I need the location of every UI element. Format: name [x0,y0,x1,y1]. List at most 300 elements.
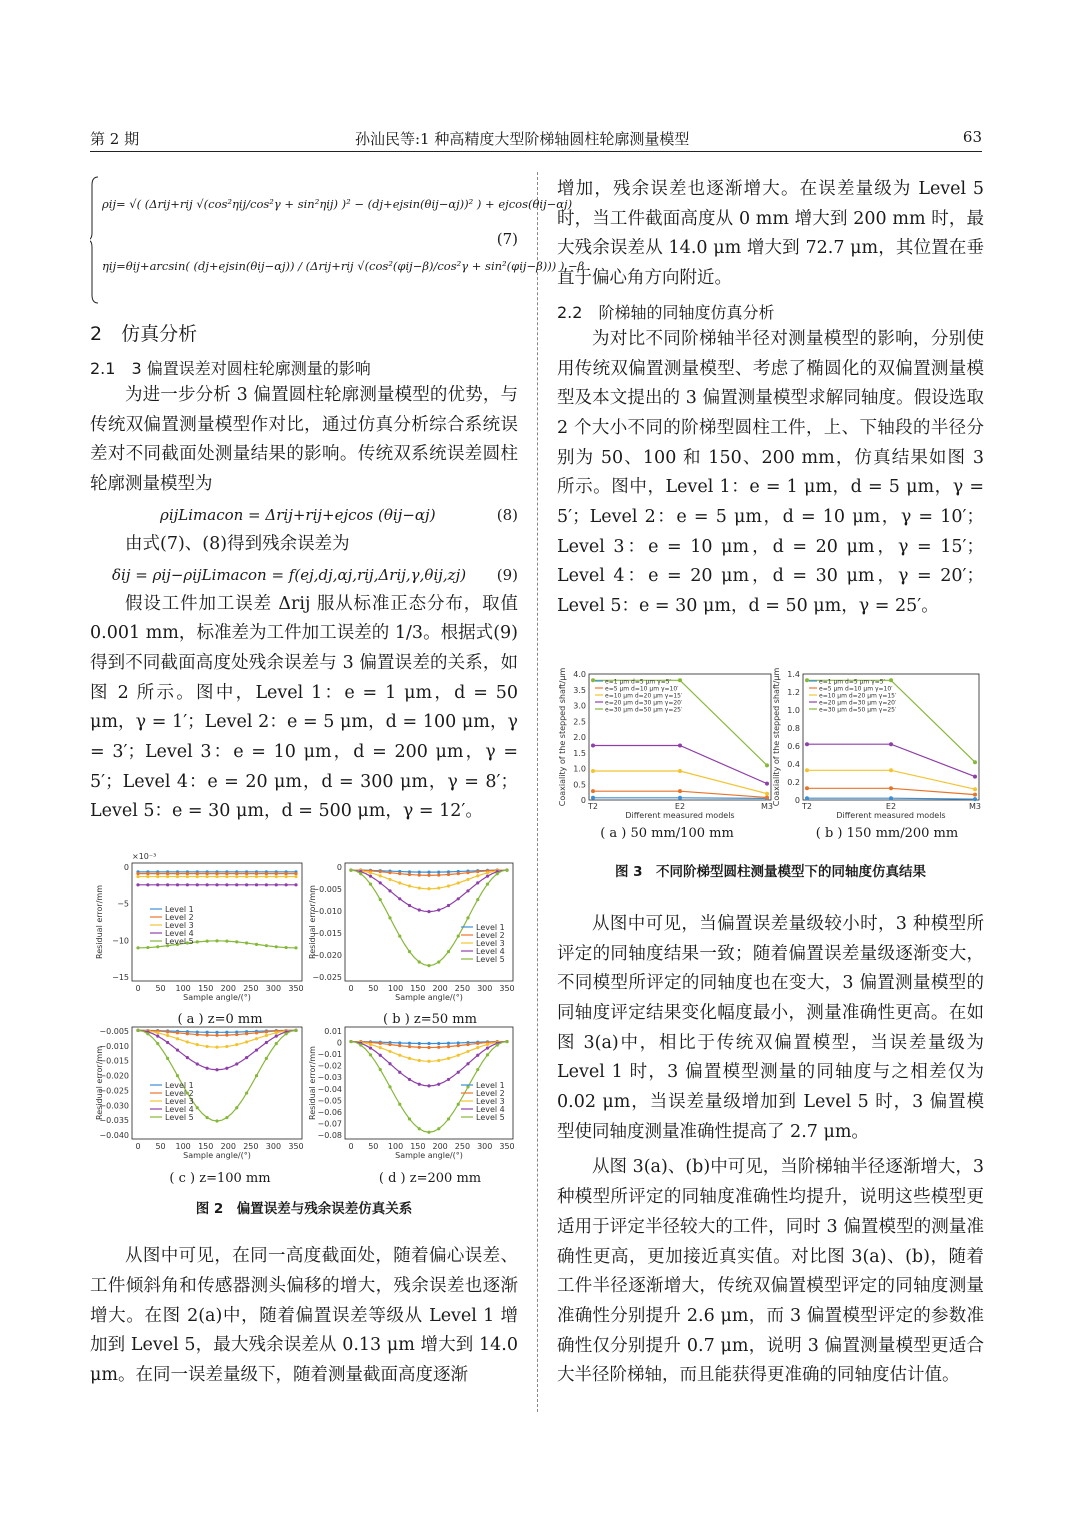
section-2-heading: 2 仿真分析 [90,323,198,345]
fig2-series-marker [156,875,159,878]
fig2-series-marker [176,872,179,875]
fig2-series-marker [186,1032,189,1035]
fig2-ytick-label: −0.01 [317,1050,342,1060]
fig2-series-marker [186,872,189,875]
fig2-series-marker [285,1032,288,1035]
fig2-xtick-label: 300 [477,984,493,994]
fig3-caption-a: ( a ) 50 mm/100 mm [600,825,734,841]
fig2-xtick-label: 250 [454,984,471,994]
fig2-series-marker [265,1034,268,1037]
fig2-series-marker [457,872,460,875]
fig3-legend-label: e=30 μm d=50 μm γ=25′ [819,706,897,714]
fig3-xtick-label: T2 [588,801,598,811]
fig2-series-marker [427,1042,430,1045]
fig3-series-marker [765,781,769,785]
fig2-series-marker [225,940,228,943]
figure-3-caption: 图 3 不同阶梯型圆柱测量模型下的同轴度仿真结果 [614,863,927,880]
fig2-series-marker [136,875,139,878]
fig2-legend-label: Level 5 [165,1113,194,1123]
fig3-legend-label: e=10 μm d=20 μm γ=15′ [605,692,683,700]
fig2-ytick-label: 0 [336,1038,342,1048]
fig2-series-marker [505,1040,508,1043]
fig2-series-marker [245,875,248,878]
fig2-series-marker [437,1046,440,1049]
fig2-series-marker [369,875,372,878]
fig2-series-marker [388,1062,391,1065]
fig3-series-marker [678,789,682,793]
fig2-series-marker [408,1078,411,1081]
fig2-series-marker [265,883,268,886]
fig2-xtick-label: 250 [454,1142,471,1152]
fig2-series-marker [486,871,489,874]
fig2-series-marker [245,1040,248,1043]
fig2-ytick-label: 0 [336,863,342,873]
fig2-series-marker [369,1043,372,1046]
fig2-series-marker [136,946,139,949]
fig2-series-marker [235,1106,238,1109]
fig2-series-marker [418,961,421,964]
fig2-series-marker [235,872,238,875]
fig3-series-marker [765,763,769,767]
fig2-series-marker [146,946,149,949]
fig2-series-marker [294,883,297,886]
fig3-series-marker [889,768,893,772]
fig3-series-marker [889,742,893,746]
fig2-xtick-label: 0 [135,1142,141,1152]
fig2-series-marker [447,873,450,876]
fig2-series-marker [245,872,248,875]
fig2-series-marker [476,1046,479,1049]
fig2-series-marker [225,1116,228,1119]
fig2-ytick-label: −0.08 [317,1131,342,1141]
fig2-series-marker [398,872,401,875]
fig2-series-marker [235,1063,238,1066]
fig2-series-marker [166,1057,169,1060]
fig2-series-marker [206,940,209,943]
fig3-ytick-label: 2.5 [573,717,586,727]
fig2-series-marker [457,1044,460,1047]
fig2-series-marker [349,869,352,872]
fig2-legend-label: Level 3 [165,921,194,931]
fig3-series-marker [678,769,682,773]
fig2-xtick-label: 150 [198,984,214,994]
fig2-legend-label: Level 5 [476,1113,505,1123]
fig3-legend-label: e=10 μm d=20 μm γ=15′ [819,692,897,700]
fig2-caption-c: ( c ) z=100 mm [169,1171,271,1187]
fig2-series-marker [418,887,421,890]
fig2-series-marker [486,1053,489,1056]
fig2-xtick-label: 150 [198,1142,214,1152]
fig2-series-marker [225,1034,228,1037]
fig2-series-marker [388,1085,391,1088]
fig2-series-marker [186,883,189,886]
fig2-xtick-label: 350 [499,1142,515,1152]
fig3-legend-label: e=30 μm d=50 μm γ=25′ [605,706,683,714]
fig2-series-marker [466,1043,469,1046]
fig2-series-marker [156,945,159,948]
fig2-series-marker [408,950,411,953]
fig2-series-marker [294,872,297,875]
fig3-xtick-label: M3 [969,801,981,811]
fig2-series-marker [265,1057,268,1060]
fig2-series-marker [427,1084,430,1087]
fig2-xtick-label: 0 [135,984,141,994]
fig2-ytick-label: −0.040 [99,1131,129,1141]
fig2-series-marker [275,875,278,878]
fig2-legend-label: Level 3 [476,1097,505,1107]
fig2-series-marker [136,1029,139,1032]
fig2-series-marker [225,872,228,875]
fig3-series-marker [889,796,893,800]
fig3-series-marker [805,786,809,790]
fig2-series-marker [285,875,288,878]
fig2-series-marker [379,870,382,873]
fig2-series-marker [457,882,460,885]
fig2-xtick-label: 50 [368,984,379,994]
fig2-series-marker [166,1041,169,1044]
fig2-ytick-label: −10 [112,936,129,946]
fig3-legend-label: e=20 μm d=30 μm γ=20′ [605,699,683,707]
fig2-series-marker [176,1031,179,1034]
paragraph-1: 为进一步分析 3 偏置圆柱轮廓测量模型的优势，与传统双偏置测量模型作对比，通过仿真分析综合系统误差对不同截面处测量结果的影响。传统双系统误差圆柱轮廓测量模型为 [90,385,518,495]
fig3-ytick-label: 1.2 [787,687,800,697]
fig2-series-marker [418,909,421,912]
fig2-legend-label: Level 2 [165,1089,194,1099]
fig2-xtick-label: 0 [348,1142,354,1152]
fig2-series-marker [486,875,489,878]
fig3-ytick-label: 1.0 [787,705,800,715]
fig2-series-marker [437,1059,440,1062]
fig2-legend-label: Level 5 [476,955,505,965]
fig2-xtick-label: 350 [288,1142,304,1152]
fig2-series-marker [379,881,382,884]
fig2-legend-label: Level 1 [165,1081,194,1091]
fig2-series-marker [379,1054,382,1057]
fig2-xtick-label: 100 [387,984,404,994]
fig2-series-marker [427,1046,430,1049]
fig2-legend-label: Level 1 [476,1081,505,1091]
fig2-series-marker [466,889,469,892]
fig2-ylabel: Residual error/mm [95,1046,104,1121]
fig2-series-marker [408,1042,411,1045]
fig2-series-marker [196,883,199,886]
fig2-legend-label: Level 2 [476,1089,505,1099]
fig2-series-marker [196,1033,199,1036]
fig2-series-marker [437,909,440,912]
fig2-series-marker [235,1043,238,1046]
fig2-series-marker [275,883,278,886]
fig2-series-marker [255,883,258,886]
fig2-legend-label: Level 3 [476,939,505,949]
fig3-series-marker [591,789,595,793]
fig2-series-marker [466,1050,469,1053]
fig2-ytick-label: −0.025 [99,1086,129,1096]
fig2-series-marker [418,1059,421,1062]
equation-8: ρijLimacon = Δrij+rij+ejcos (θij−αj) (8) [160,505,518,524]
fig2-series-marker [447,1078,450,1081]
fig2-ytick-label: −0.010 [99,1041,129,1051]
fig3-xtick-label: E2 [674,801,686,811]
fig3-legend-label: e=5 μm d=10 μm γ=10′ [605,685,679,693]
fig2-series-marker [285,883,288,886]
fig2-series-marker [427,910,430,913]
fig2-series-marker [427,887,430,890]
fig2-xtick-label: 200 [220,984,236,994]
fig2-series-marker [206,1031,209,1034]
fig2-xtick-label: 100 [387,1142,404,1152]
paragraph-3: 假设工件加工误差 Δrij 服从标准正态分布，取值 0.001 mm，标准差为工件加工误差的 1/3。根据式(9)得到不同截面高度处残余误差与 3 偏置误差的关系，如图 2 所示。图中，Level 1：e = 1 μm，d = 50 μm，γ = 1′；Level 2：e = 5 μm，d = 100 μm，γ = 3′；Level 3：e = 10 μm，d = 200 μm，γ = 5′；Level 4：e = 20 μm，d = 300 μm，γ = 8′；Level 5：e = 30 μm，d = 500 μm，γ = 12′。 [90,593,518,822]
running-header [90,122,982,152]
fig3-legend-label: e=1 μm d=5 μm γ=5′ [819,678,885,686]
fig2-series-marker [206,872,209,875]
fig2-series-marker [215,875,218,878]
fig3-legend-label: e=20 μm d=30 μm γ=20′ [819,699,897,707]
fig3-series-marker [591,796,595,800]
fig2-series-marker [418,1042,421,1045]
fig2-legend-label: Level 2 [165,913,194,923]
fig2-series-marker [285,872,288,875]
fig2-series-marker [156,883,159,886]
fig2-series-marker [408,904,411,907]
fig2-xtick-label: 150 [410,984,426,994]
fig2-legend-label: Level 3 [165,1097,194,1107]
fig3-ytick-label: 3.0 [573,701,586,711]
fig2-series-marker [275,945,278,948]
fig2-series-marker [427,964,430,967]
fig2-series-marker [457,1103,460,1106]
fig2-series-marker [457,935,460,938]
fig2-series-marker [166,872,169,875]
fig2-series-marker [486,1047,489,1050]
fig2-series-marker [369,1047,372,1050]
fig2-ytick-label: −0.03 [317,1073,342,1083]
fig2-ytick-label: −0.07 [317,1119,342,1129]
fig2-ytick-label: 0.01 [324,1027,342,1037]
fig3-ytick-label: 0 [580,795,586,805]
fig2-series-marker [408,1045,411,1048]
fig2-series-marker [166,1034,169,1037]
fig2-series-marker [176,1037,179,1040]
fig2-series-marker [369,871,372,874]
fig3-ylabel: Coaxiality of the stepped shaft/μm [558,667,567,807]
fig3-caption-b: ( b ) 150 mm/200 mm [815,825,959,841]
fig2-xtick-label: 100 [175,984,191,994]
fig2-series-marker [437,874,440,877]
fig3-series-marker [591,678,595,682]
fig2-ytick-label: −0.04 [317,1084,342,1094]
fig2-series-marker [156,1035,159,1038]
fig2-series-marker [255,1049,258,1052]
fig2-series-marker [265,872,268,875]
fig2-series-marker [369,1053,372,1056]
running-title: 孙汕民等:1 种高精度大型阶梯轴圆柱轮廓测量模型 [355,130,690,148]
fig2-ytick-label: −0.015 [99,1056,129,1066]
fig2-ytick-label: −0.020 [99,1071,129,1081]
fig2-series-marker [427,874,430,877]
equation-9: δij = ρij−ρijLimacon = f(ej,dj,αj,rij,Δrij,γ,θij,zj) (9) [112,565,518,584]
fig2-series-marker [349,1040,352,1043]
fig3-series-marker [973,797,977,801]
fig2-series-marker [136,872,139,875]
figure-3 [557,660,984,910]
fig2-series-marker [505,869,508,872]
fig2-legend-label: Level 4 [476,1105,505,1115]
fig3-ytick-label: 1.5 [573,748,586,758]
section-2-1-heading: 2.1 3 偏置误差对圆柱轮廓测量的影响 [90,359,371,378]
fig2-series-marker [255,943,258,946]
fig2-legend-label: Level 4 [476,947,505,957]
fig2-series-marker [206,1067,209,1070]
fig2-series-marker [275,872,278,875]
fig2-legend-label: Level 4 [165,1105,194,1115]
fig2-series-marker [235,875,238,878]
fig2-series-marker [398,897,401,900]
fig2-series-marker [437,1042,440,1045]
fig2-series-marker [196,1106,199,1109]
fig2-series-marker [398,1054,401,1057]
fig2-legend-label: Level 1 [165,905,194,915]
fig2-ylabel: Residual error/mm [308,885,317,960]
fig2-ytick-label: −0.02 [317,1061,342,1071]
fig2-series-marker [447,1117,450,1120]
figure-3-plots [557,660,984,840]
fig2-ytick-label: −0.030 [99,1101,129,1111]
fig2-series-marker [206,875,209,878]
fig2-series-marker [398,1071,401,1074]
fig2-series-marker [476,881,479,884]
fig2-xtick-label: 50 [155,984,166,994]
fig2-xtick-label: 200 [432,1142,448,1152]
fig2-xtick-label: 300 [265,1142,282,1152]
fig2-series-marker [466,871,469,874]
fig2-series-marker [466,916,469,919]
fig2-series-marker [255,872,258,875]
fig2-series-marker [285,946,288,949]
fig2-series-marker [379,898,382,901]
fig2-xtick-label: 50 [368,1142,379,1152]
fig2-series-marker [215,1031,218,1034]
fig2-series-marker [359,872,362,875]
fig2-series-marker [476,1068,479,1071]
fig2-series-marker [418,874,421,877]
fig2-series-marker [235,940,238,943]
fig3-series-marker [678,743,682,747]
fig2-series-marker [245,1056,248,1059]
fig2-ytick-label: −0.020 [312,951,342,961]
paragraph-8: 从图 3(a)、(b)中可见，当阶梯轴半径逐渐增大，3 种模型所评定的同轴度准确性均提升，说明这些模型更适用于评定半径较大的工件，同时 3 偏置模型的测量准确性更高，更加接近真实值。对比图 3(a)、(b)，随着工件半径逐渐增大，传统双偏置模型评定的同轴度测量准确性分别提升 2.6 μm，而 3 偏置模型评定的参数准确性仅分别提升 0.7 μm，说明 3 偏置测量模型更适合大半径阶梯轴，而且能获得更准确的同轴度估计值。 [557,1157,984,1386]
equation-7-brace [90,175,585,305]
fig2-legend-label: Level 4 [165,929,194,939]
fig3-series-marker [973,787,977,791]
fig2-series-marker [255,1074,258,1077]
fig3-series-marker [973,760,977,764]
fig2-series-marker [186,1056,189,1059]
fig2-series-marker [265,1041,268,1044]
fig2-ytick-label: −0.025 [312,973,342,983]
fig2-series-marker [275,1042,278,1045]
fig2-series-marker [379,1068,382,1071]
fig2-series-marker [476,1054,479,1057]
fig2-caption-b: ( b ) z=50 mm [383,1012,477,1028]
fig2-series-marker [496,872,499,875]
fig2-xtick-label: 300 [477,1142,493,1152]
fig2-series-marker [398,935,401,938]
fig3-ytick-label: 1.4 [787,669,800,679]
fig2-xlabel: Sample angle/(°) [395,993,463,1003]
fig2-series-marker [388,889,391,892]
fig2-xtick-label: 100 [175,1142,191,1152]
fig2-series-marker [437,871,440,874]
fig2-xtick-label: 150 [410,1142,426,1152]
fig2-ytick-label: −0.005 [99,1027,129,1037]
fig2-series-marker [457,1041,460,1044]
fig2-series-marker [176,1049,179,1052]
fig2-xtick-label: 250 [243,984,259,994]
fig3-xlabel: Different measured models [836,810,946,820]
fig2-series-marker [176,1074,179,1077]
fig2-series-marker [457,1071,460,1074]
fig3-series-marker [805,742,809,746]
fig2-series-marker [255,1031,258,1034]
fig2-xtick-label: 200 [432,984,448,994]
figure-2 [90,849,518,1244]
fig2-series-marker [457,897,460,900]
fig2-series-marker [398,1103,401,1106]
fig2-series-marker [418,1083,421,1086]
fig2-series-marker [447,885,450,888]
fig2-xtick-label: 350 [288,984,304,994]
fig2-series-marker [408,1057,411,1060]
right-column [557,175,984,1391]
fig3-series-marker [678,796,682,800]
fig3-series-marker [591,769,595,773]
fig2-series-marker [235,883,238,886]
fig2-series-marker [447,1045,450,1048]
fig2-series-marker [466,878,469,881]
fig3-ytick-label: 2.0 [573,732,586,742]
fig2-series-marker [388,1050,391,1053]
equation-7-eta: ηij=θij+arcsin( (dj+ejsin(θij−αj)) / (Δrij+rij √(cos²(φij−β)/cos²γ + sin²(φij−β))) ) −β [102,259,585,273]
fig2-xlabel: Sample angle/(°) [183,993,251,1003]
fig3-series-marker [973,774,977,778]
fig2-xtick-label: 300 [265,984,282,994]
paragraph-2: 由式(7)、(8)得到残余误差为 [125,533,350,554]
fig2-ytick-label: −0.005 [312,885,342,895]
fig2-series-marker [146,872,149,875]
fig3-series-marker [889,786,893,790]
fig2-series-marker [294,946,297,949]
fig2-ytick-label: −0.010 [312,907,342,917]
fig2-series-marker [146,875,149,878]
fig2-xtick-label: 50 [155,1142,166,1152]
fig3-ytick-label: 1.0 [573,764,586,774]
fig2-series-marker [225,875,228,878]
fig2-series-marker [457,1054,460,1057]
paragraph-4: 从图中可见，在同一高度截面处，随着偏心误差、工件倾斜角和传感器测头偏移的增大，残余误差也逐渐增大。在图 2(a)中，随着偏置误差等级从 Level 1 增加到 Level 5，最大残余误差从 0.13 μm 增大到 14.0 μm。在同一误差量级下，随着测量截面高度逐渐 [90,1246,518,1385]
fig2-ytick-label: −0.035 [99,1116,129,1126]
fig2-xtick-label: 350 [499,984,515,994]
fig2-series-marker [265,875,268,878]
fig2-series-marker [176,875,179,878]
fig3-xtick-label: T2 [802,801,812,811]
fig2-series-marker [156,1031,159,1034]
fig2-series-marker [245,942,248,945]
fig3-series-marker [765,792,769,796]
fig2-series-marker [294,1029,297,1032]
fig2-series-marker [245,883,248,886]
fig2-series-marker [437,1127,440,1130]
fig2-series-marker [176,883,179,886]
